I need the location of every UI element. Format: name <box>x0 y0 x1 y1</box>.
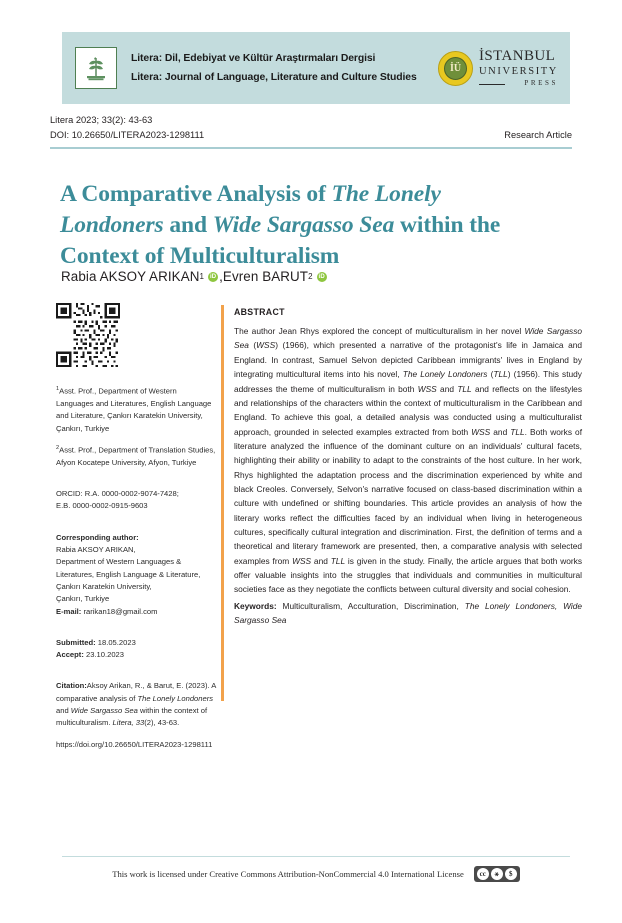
affiliation-2 <box>56 444 216 469</box>
article-type-label: Research Article <box>504 130 572 141</box>
title-italic-2: Wide Sargasso Sea <box>212 211 395 238</box>
corresponding-address-line-2: Literatures, English Language & Literature, <box>56 569 201 579</box>
abstract-italic-10: TLL <box>330 555 346 566</box>
citation-text-2: and <box>56 706 71 715</box>
attribution-by-icon: ⚹ <box>491 868 503 880</box>
abstract-text-k: and <box>311 555 331 566</box>
email-label: E-mail: <box>56 606 82 616</box>
author-list <box>61 269 328 284</box>
accept-date <box>56 649 216 661</box>
citation-text-3: within the context of multiculturalism. <box>56 706 208 728</box>
abstract-text-f: and <box>436 383 458 394</box>
abstract-italic-2: WSS <box>256 340 276 351</box>
article-sidebar <box>56 303 216 760</box>
abstract-italic-4: TLL <box>493 369 508 380</box>
abstract-heading: ABSTRACT <box>234 307 285 317</box>
istanbul-university-press-logo <box>438 49 558 88</box>
corresponding-email[interactable] <box>56 606 216 618</box>
license-text: This work is licensed under Creative Commons Attribution-NonCommercial 4.0 International License <box>112 869 464 879</box>
abstract-text-j: . Both works of literature analyzed the influence of the dominant culture on an individuals' cultural facets, highlighting their ability or inability to adapt to the constraints of the host culture. In her work, Rhys highlighted the adaptation process and the discrimination experienced by white and black Creoles. Conversely, Selvon's narrative focused on class-based discrimination within a culture with undefined or shifting boundaries. This article provides an analysis of how the literary works reflect the difficulties faced by an individual when living in heterogeneous cultures, specifically cultural integration and discrimination. First, the definition of terms and a theoretical and literary framework are presented, then, a comparative analysis with selected examples from <box>234 426 583 566</box>
abstract-text-e: ) (1956). This study addresses the theme of multiculturalism in both <box>234 369 582 394</box>
spacer <box>56 478 216 488</box>
meta-row-citation <box>50 113 572 128</box>
abstract-text-a: The author Jean Rhys explored the concept of multiculturalism in her novel <box>234 326 525 337</box>
abstract-text-g: and reflects on the lifestyles and relationships of the characters within the context of multiculturalism in the Caribbean and England. To achieve this goal, a detailed analysis was conducted using a multiculturalist approach, grounded in selected examples extracted from both <box>234 383 582 437</box>
creative-commons-badge[interactable] <box>474 866 520 882</box>
creative-commons-icon: cc <box>477 868 489 880</box>
seal-inner-letters: İÜ <box>444 57 467 80</box>
affiliation-2-text: Asst. Prof., Department of Translation Studies, Afyon Kocatepe University, Afyon, Turkiye <box>56 445 216 467</box>
corresponding-address-line-1: Department of Western Languages & <box>56 557 182 567</box>
corresponding-author-name: Rabia AKSOY ARIKAN, <box>56 545 136 555</box>
title-part-2: and <box>163 211 213 238</box>
author-name-2: Evren BARUT <box>222 269 309 284</box>
press-name-university: UNIVERSITY <box>479 65 558 77</box>
author-affiliation-marker-2: 2 <box>308 272 313 281</box>
corresponding-address-line-3: Çankırı Karatekin University, <box>56 581 152 591</box>
accept-label: Accept: <box>56 650 84 660</box>
spacer <box>56 627 216 637</box>
abstract-text-l: is given in the study. Finally, the article argues that both works offer valuable insights into the struggles that individuals and communities in multicultural societies face as they negotiate the conflicts between cultural diversity and social cohesion. <box>234 555 582 595</box>
submitted-label: Submitted: <box>56 637 96 647</box>
abstract-italic-8: TLL <box>510 426 525 437</box>
submitted-date <box>56 637 216 649</box>
qr-code-icon[interactable] <box>56 303 120 367</box>
header-divider-rule <box>50 147 572 149</box>
press-wordmark <box>479 49 558 88</box>
corresponding-author-label <box>56 532 216 544</box>
email-value[interactable]: rarikan18@gmail.com <box>83 606 158 616</box>
author-affiliation-marker-1: 1 <box>199 272 205 281</box>
corresponding-author-label-text: Corresponding author: <box>56 532 139 542</box>
abstract-text-c: ) (1966), which presented a narrative of the protagonist's life in Jamaica and England. In contrast, Samuel Selvon depicted Caribbean immigrants' lives in England by integrating multicultural items into his novel, <box>234 340 582 380</box>
abstract-italic-3: The Lonely Londoners <box>402 369 488 380</box>
affiliation-1-text: Asst. Prof., Department of Western Languages and Literatures, English Language and Literature, Çankırı Karatekin University, Çankırı, Turkiye <box>56 386 212 433</box>
journal-title-turkish: Litera: Dil, Edebiyat ve Kültür Araştırmaları Dergisi <box>131 53 376 65</box>
corresponding-address-line-4: Çankırı, Turkiye <box>56 594 110 604</box>
citation-label: Citation: <box>56 681 87 691</box>
keywords-italic: The Lonely Londoners, Wide Sargasso Sea <box>234 600 583 625</box>
affiliation-1 <box>56 385 216 435</box>
footer-divider-rule <box>62 856 570 857</box>
press-name-press: PRESS <box>479 80 558 87</box>
title-italic-1: The Lonely Londoners <box>60 180 441 238</box>
orcid-line-2: E.B. 0000-0002-0915-9603 <box>56 501 148 511</box>
orcid-line-1: ORCID: R.A. 0000-0002-9074-7428; <box>56 489 179 499</box>
noncommercial-nc-icon: $ <box>505 868 517 880</box>
abstract-text-d: ( <box>487 369 494 380</box>
author-separator: , <box>219 269 223 284</box>
journal-title-english: Litera: Journal of Language, Literature and Culture Studies <box>131 71 417 83</box>
author-name-1: Rabia AKSOY ARIKAN <box>61 269 200 284</box>
meta-row-doi <box>50 128 572 143</box>
spacer <box>56 670 216 680</box>
abstract-italic-6: TLL <box>457 383 472 394</box>
keywords-label: Keywords: <box>234 600 277 611</box>
citation-italic-2: Wide Sargasso Sea <box>70 706 138 715</box>
citation-doi-link[interactable]: https://doi.org/10.26650/LITERA2023-1298111 <box>56 739 213 749</box>
abstract-text-b: ( <box>248 340 257 351</box>
citation-text-4: (2), 43-63. <box>144 718 180 728</box>
abstract-italic-7: WSS <box>471 426 491 437</box>
journal-titles <box>131 53 438 83</box>
accept-value: 23.10.2023 <box>85 650 124 660</box>
license-footer <box>62 866 570 882</box>
orcid-id-icon[interactable] <box>208 272 218 282</box>
page-title <box>60 179 530 273</box>
abstract-text-h: and <box>490 426 511 437</box>
spacer <box>56 522 216 532</box>
abstract-italic-5: WSS <box>417 383 437 394</box>
article-meta <box>50 113 572 144</box>
doi-line[interactable]: DOI: 10.26650/LITERA2023-1298111 <box>50 130 205 141</box>
abstract-italic-9: WSS <box>292 555 312 566</box>
orcid-id-icon[interactable] <box>317 272 327 282</box>
affiliation-marker-2: 2 <box>56 445 60 452</box>
abstract-section <box>234 305 582 627</box>
citation-italic-1: The Lonely Londoners <box>137 693 214 703</box>
istanbul-university-seal-icon <box>438 51 473 86</box>
journal-citation-line: Litera 2023; 33(2): 43-63 <box>50 115 153 125</box>
keywords-text: Multiculturalism, Acculturation, Discrimination, <box>276 600 465 611</box>
abstract-body <box>234 324 582 597</box>
press-name-istanbul: İSTANBUL <box>479 47 556 64</box>
title-part-1: A Comparative Analysis of <box>60 180 332 207</box>
abstract-divider-rule <box>221 305 224 701</box>
keywords-section <box>234 599 582 628</box>
submitted-value: 18.05.2023 <box>97 637 136 647</box>
citation-block <box>56 680 216 729</box>
journal-header-band <box>62 32 570 104</box>
affiliation-marker-1: 1 <box>56 386 60 393</box>
citation-italic-3: Litera, 33 <box>112 718 145 728</box>
plant-book-logo-icon <box>75 47 117 89</box>
title-part-3: within the Context of Multiculturalism <box>60 211 501 270</box>
abstract-italic-1: Wide Sargasso Sea <box>234 326 583 351</box>
citation-text-1: Aksoy Arikan, R., & Barut, E. (2023). A comparative analysis of <box>56 681 216 703</box>
